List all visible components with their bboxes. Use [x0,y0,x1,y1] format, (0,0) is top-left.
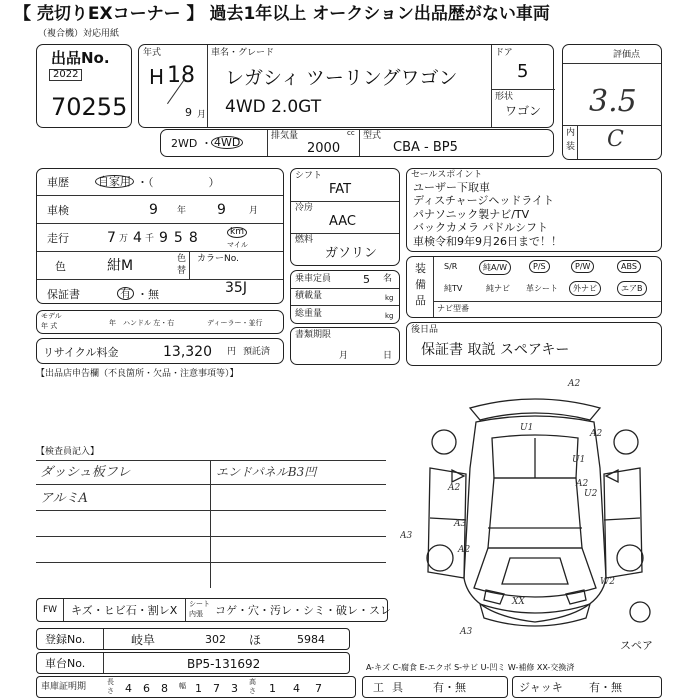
jack-box [512,676,662,698]
tools-value: 有・無 [433,681,466,694]
form-subtitle: （複合機）対応用紙 [38,29,120,39]
doors-label: ドア [495,48,513,58]
equip-leather-seat: 革シート [526,284,558,293]
year-value: 18 [167,63,195,88]
mark-u1-hood: U1 [572,455,586,465]
displacement-value: 2000 [307,141,341,156]
fw-row [36,598,391,622]
mark-w2: W2 [600,577,615,587]
shift-label: シフト [295,171,323,181]
auction-banner: 【 売切りEXコーナー 】 過去1年以上 オークション出品歴がない車両 [14,4,550,24]
cert-digit-1: 4 [125,682,132,695]
jack-value: 有・無 [589,681,622,694]
capacity-value: 5 [363,273,370,286]
model-year-row [36,310,284,334]
cert-mark-height-2: さ [249,687,256,695]
gross-unit: kg [385,312,394,320]
fw-value: キズ・ヒビ石・割レX [71,604,178,617]
sales-point-4: バックカメラ パドルシフト [413,221,549,234]
handle-label: ハンドル 左・右 [123,319,175,327]
damage-legend: A-キズ C-腐食 E-エクボ S-サビ U-凹ミ W-補修 XX-交換済 [366,663,575,672]
type-label: 型式 [363,131,382,141]
cert-digit-4: 1 [195,682,202,695]
doc-period-box [290,327,400,365]
capacity-label: 乗車定員 [295,274,332,284]
cert-mark-length-2: さ [107,687,114,695]
garage-cert-label: 車庫証明期 [41,682,87,692]
jack-label: ジャッキ [519,681,563,694]
mark-a2-top: A2 [568,379,581,389]
interior-label-2: 装 [566,142,576,152]
inspection-month-unit: 月 [249,206,259,216]
registration-number: 5984 [297,633,325,646]
load-unit: kg [385,294,394,302]
score-value: 3.5 [589,84,637,119]
load-label: 積載量 [295,291,323,301]
doors-value: 5 [517,61,529,82]
mark-a2-front: A2 [458,545,471,555]
drive-4wd: 4WD [211,136,243,149]
details-box [36,168,284,304]
cert-digit-8: 4 [293,682,300,695]
registration-row [36,628,350,650]
mark-a2-right: A2 [590,429,603,439]
fuel-value: ガソリン [325,246,378,261]
recycle-row [36,338,284,364]
history-label: 車歴 [47,176,69,189]
score-box [562,44,662,160]
chassis-label: 車台No. [45,657,86,670]
after-items-label: 後日品 [411,325,439,335]
mechanical-box [290,168,400,266]
shape-label: 形状 [495,92,514,102]
equipment-label-3: 品 [415,294,426,307]
history-other: ・（ ） [137,176,220,189]
equipment-label-1: 装 [415,262,426,275]
inspector-label: 【検査員記入】 [36,447,100,457]
color-label: 色 [55,260,66,273]
vehicle-grade: 4WD 2.0GT [225,97,322,117]
registration-class: 302 [205,633,226,646]
mileage-man-unit: 万 [119,234,129,244]
damage-diagram [400,378,670,660]
ac-value: AAC [329,214,356,229]
cert-mark-length-1: 長 [107,678,114,686]
equip-alloy-wheels: 純A/W [479,260,511,275]
registration-place: 岐阜 [131,633,156,647]
ac-label: 冷房 [295,203,314,213]
history-value: 自家用 [95,175,134,188]
mark-a2-right2: A2 [576,479,589,489]
chassis-value: BP5-131692 [187,657,261,671]
mark-u1-roof: U1 [520,423,534,433]
cert-digit-5: 7 [213,682,220,695]
color-no-value: 35J [225,280,247,296]
lot-box [36,44,132,128]
mark-xx: XX [512,597,525,607]
recycle-value: 13,320 [163,344,212,360]
registration-label: 登録No. [45,633,86,646]
sales-point-3: パナソニック製ナビ/TV [413,208,530,221]
mark-a3-left: A3 [400,531,413,541]
warranty-yes: 有 [117,287,134,300]
displacement-label: 排気量 [271,131,299,141]
registration-kana: ほ [249,633,262,647]
capacity-unit: 名 [383,274,393,284]
model-year-label-2: 年 式 [41,322,58,330]
mileage-unit-km: km [227,227,247,238]
cert-mark-width: 幅 [179,682,186,690]
equip-aftermarket-navi: 外ナビ [569,281,601,296]
seat-value: コゲ・穴・汚レ・シミ・破レ・スレ [215,604,391,617]
mileage-sen: 4 [133,230,142,246]
chassis-row [36,652,350,674]
sales-point-5: 車検令和9年9月26日まで！！ [413,235,562,248]
year-era: H [149,65,165,89]
report-label: 【出品店申告欄（不良箇所・欠品・注意事項等）】 [36,369,239,379]
after-items-box [406,322,662,366]
warranty-no: ・無 [137,288,159,301]
doc-period-month: 月 [339,351,349,361]
doc-period-label: 書類期限 [295,330,332,340]
color-change-label-1: 色 [177,254,187,264]
garage-cert-row [36,676,356,698]
equip-abs: ABS [617,260,641,273]
warranty-label: 保証書 [47,288,80,301]
interior-score: C [607,127,624,152]
inspector-note-dash: ダッシュ板フレ [40,465,131,480]
weight-box [290,270,400,324]
cert-digit-2: 6 [143,682,150,695]
type-value: CBA - BP5 [393,140,458,155]
recycle-note: 預託済 [243,347,271,357]
mark-u2: U2 [584,489,598,499]
color-no-label: カラーNo. [197,254,239,264]
shape-value: ワゴン [505,104,542,118]
vehicle-box [138,44,554,128]
equip-airbag: エアB [617,281,647,296]
fw-label: FW [43,605,58,615]
interior-label-1: 内 [566,128,576,138]
spec-row [160,129,554,157]
year-month-suffix: 月 [197,110,207,120]
sales-point-2: ディスチャージヘッドライト [413,194,555,207]
cert-digit-9: 7 [315,682,322,695]
equip-genuine-navi: 純ナビ [486,284,510,293]
equip-genuine-tv: 純TV [444,284,463,293]
lot-number: 70255 [51,93,128,121]
mileage-label: 走行 [47,232,69,245]
displacement-unit: cc [347,129,355,137]
cert-digit-7: 1 [269,682,276,695]
seat-label-1: シート [189,600,210,608]
mileage-man: 7 [107,230,116,246]
color-change-label-2: 替 [177,266,187,276]
spare-label: スペア [620,639,653,652]
equip-power-steering: P/S [529,260,550,273]
tools-label: 工具 [373,681,411,694]
fuel-label: 燃料 [295,235,314,245]
shift-value: FAT [329,182,352,197]
sales-point-1: ユーザー下取車 [413,181,490,194]
sales-points-label: セールスポイント [411,170,483,180]
mileage-unit-mile: マイル [227,241,248,249]
gross-label: 総重量 [295,309,323,319]
year-label: 年式 [143,48,162,58]
recycle-unit: 円 [227,347,237,357]
dealer-label: ディーラー・並行 [207,319,263,327]
lot-label: 出品No. [51,49,110,67]
vehicle-model: レガシィ ツーリングワゴン [225,67,458,89]
name-label: 車名・グレード [211,48,275,58]
drive-2wd: 2WD [171,137,198,150]
equipment-label-2: 備 [415,278,426,291]
score-label: 評価点 [613,50,641,60]
mark-a3-center: A3 [454,519,467,529]
mark-a3-bottom: A3 [460,627,473,637]
drive-separator: ・ [201,137,212,150]
cert-digit-6: 3 [231,682,238,695]
lot-year-stamp: 2022 [49,69,82,81]
model-year-unit: 年 [109,319,116,327]
navi-model-label: ナビ型番 [437,304,469,313]
model-year-label-1: モデル [41,312,62,320]
cert-digit-3: 8 [161,682,168,695]
inspection-year-unit: 年 [177,206,187,216]
tools-box [362,676,508,698]
mark-a2-left: A2 [448,483,461,493]
equipment-box [406,256,662,318]
inspection-year: 9 [149,202,158,218]
recycle-label: リサイクル料金 [43,346,119,359]
cert-mark-height-1: 高 [249,678,256,686]
inspection-month: 9 [217,202,226,218]
mileage-rest: 958 [159,230,204,246]
equip-power-windows: P/W [571,260,594,273]
mileage-sen-unit: 千 [145,234,155,244]
equip-sunroof: S/R [444,262,458,271]
inspection-label: 車検 [47,204,69,217]
year-month: 9 [185,106,192,119]
doc-period-day: 日 [383,351,393,361]
color-value: 紺M [107,258,134,274]
sales-points-box [406,168,662,252]
inspector-note-alloy: アルミA [40,491,88,506]
inspector-note-endpanel: エンドパネルB3凹 [216,465,317,479]
after-items-value: 保証書 取説 スペアキー [421,342,570,358]
seat-label-2: 内張 [189,610,203,618]
